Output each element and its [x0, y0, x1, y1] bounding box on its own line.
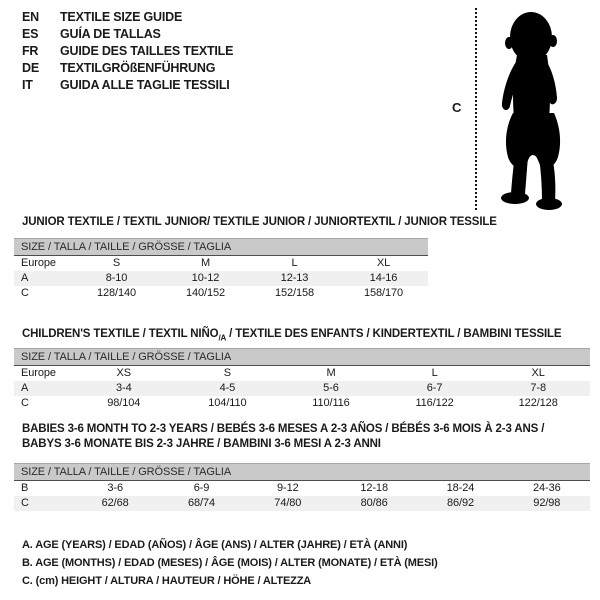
size-cell: S: [112, 257, 121, 269]
table-row: [14, 481, 590, 497]
table-title-text: JUNIOR TEXTILE / TEXTIL JUNIOR/ TEXTILE JUNIOR / JUNIORTEXTIL / JUNIOR TESSILE: [22, 216, 497, 228]
language-row-es: [22, 26, 233, 43]
size-cell: 68/74: [158, 496, 244, 511]
guide-title-de: TEXTILGRÖßENFÜHRUNG: [60, 61, 216, 75]
guide-title-en: TEXTILE SIZE GUIDE: [60, 10, 183, 24]
size-cell: 10-12: [161, 271, 250, 286]
size-cell: XS: [116, 367, 132, 379]
table-title-text: BABIES 3-6 MONTH TO 2-3 YEARS / BEBÉS 3-6 MESES A 2-3 AÑOS / BÉBÉS 3-6 MOIS À 2-3 ANS /: [22, 423, 545, 435]
language-code: EN: [22, 10, 39, 24]
row-label: C: [21, 397, 29, 409]
size-cell: 74/80: [245, 496, 331, 511]
height-measure-line: [475, 8, 477, 210]
children-table-title: [22, 327, 561, 345]
size-cell: L: [431, 367, 438, 379]
language-row-en: [22, 9, 233, 26]
size-cell: 62/68: [72, 496, 158, 511]
language-code: IT: [22, 78, 33, 92]
size-cell: M: [326, 367, 336, 379]
size-cell: 104/110: [208, 397, 247, 409]
size-cell: 86/92: [417, 496, 503, 511]
row-label: Europe: [21, 367, 56, 379]
size-cell: 8-10: [72, 271, 161, 286]
language-row-de: [22, 60, 233, 77]
junior-size-table: [14, 238, 428, 301]
size-cell: XL: [531, 367, 545, 379]
table-row: [14, 286, 428, 301]
size-cell: 98/104: [107, 397, 141, 409]
size-cell: 128/140: [96, 287, 137, 299]
size-cell: 80/86: [331, 496, 417, 511]
size-cell: 158/170: [363, 287, 404, 299]
size-header-bar: SIZE / TALLA / TAILLE / GRÖSSE / TAGLIA: [14, 349, 590, 366]
legend-footnotes: [22, 536, 438, 590]
size-header-bar: SIZE / TALLA / TAILLE / GRÖSSE / TAGLIA: [14, 464, 590, 481]
row-label: A: [14, 271, 72, 286]
table-row: [14, 496, 590, 511]
row-label: C: [21, 287, 29, 299]
babies-size-table: [14, 463, 590, 511]
language-row-it: [22, 77, 233, 94]
size-cell: 3-4: [72, 381, 176, 396]
size-header-row: [14, 349, 590, 366]
size-cell: 116/122: [415, 397, 454, 409]
size-cell: 9-12: [277, 482, 299, 494]
row-label: Europe: [21, 257, 56, 269]
size-cell: 110/116: [312, 397, 350, 409]
language-row-fr: [22, 43, 233, 60]
size-cell: 122/128: [518, 397, 558, 409]
row-label: C: [14, 496, 72, 511]
size-cell: 140/152: [185, 287, 226, 299]
footnote-b: B. AGE (MONTHS) / EDAD (MESES) / ÂGE (MOIS) / ALTER (MONATE) / ETÀ (MESI): [22, 557, 438, 569]
table-title-text: / TEXTILE DES ENFANTS / KINDERTEXTIL / BAMBINI TESSILE: [226, 328, 562, 340]
language-code: FR: [22, 44, 39, 58]
table-title-text: BABYS 3-6 MONATE BIS 2-3 JAHRE / BAMBINI 3-6 MESI A 2-3 ANNI: [22, 438, 381, 450]
size-cell: 14-16: [339, 271, 428, 286]
size-cell: 5-6: [279, 381, 383, 396]
size-header-row: [14, 239, 428, 256]
height-measure-label: C: [452, 100, 462, 115]
footnote-a: A. AGE (YEARS) / EDAD (AÑOS) / ÂGE (ANS) / ALTER (JAHRE) / ETÀ (ANNI): [22, 539, 408, 551]
size-cell: 6-9: [193, 482, 210, 494]
size-cell: L: [291, 257, 298, 269]
row-label: B: [21, 482, 29, 494]
table-row: [14, 366, 590, 382]
size-cell: 24-36: [533, 482, 561, 494]
guide-title-it: GUIDA ALLE TAGLIE TESSILI: [60, 78, 230, 92]
guide-title-fr: GUIDE DES TAILLES TEXTILE: [60, 44, 234, 58]
toddler-silhouette-icon: [489, 7, 579, 211]
footnote-c: C. (cm) HEIGHT / ALTURA / HAUTEUR / HÖHE / ALTEZZA: [22, 575, 312, 587]
size-cell: 7-8: [486, 381, 590, 396]
size-cell: 6-7: [383, 381, 487, 396]
junior-table-title: [22, 215, 497, 230]
size-cell: M: [200, 257, 211, 269]
size-cell: 152/158: [274, 287, 315, 299]
size-cell: S: [223, 367, 232, 379]
size-header-bar: SIZE / TALLA / TAILLE / GRÖSSE / TAGLIA: [14, 239, 428, 256]
children-size-table: [14, 348, 590, 411]
guide-title-es: GUÍA DE TALLAS: [60, 27, 161, 41]
table-title-text: /A: [218, 333, 227, 343]
size-cell: 3-6: [107, 482, 123, 494]
row-label: A: [14, 381, 72, 396]
size-cell: 12-13: [250, 271, 339, 286]
language-header: [22, 9, 233, 94]
table-row: [14, 256, 428, 272]
size-cell: 4-5: [176, 381, 280, 396]
language-code: DE: [22, 61, 39, 75]
table-row: [14, 396, 590, 411]
size-cell: XL: [376, 257, 391, 269]
table-row: [14, 381, 590, 396]
table-row: [14, 271, 428, 286]
table-title-text: CHILDREN'S TEXTILE / TEXTIL NIÑO: [22, 328, 219, 340]
language-code: ES: [22, 27, 39, 41]
size-header-row: [14, 464, 590, 481]
size-cell: 18-24: [446, 482, 475, 494]
size-cell: 92/98: [504, 496, 590, 511]
size-cell: 12-18: [360, 482, 388, 494]
babies-table-title: [22, 422, 544, 452]
